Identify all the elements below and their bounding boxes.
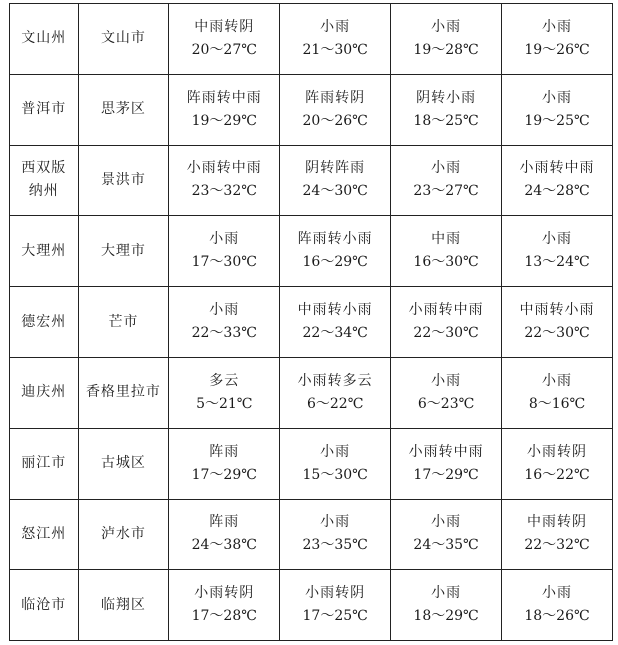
weather-text: 小雨转中雨 xyxy=(408,443,484,460)
weather-text: 中雨 xyxy=(431,231,462,248)
weather-text: 小雨转中雨 xyxy=(186,160,262,177)
temperature-range: 24～35℃ xyxy=(413,537,479,554)
forecast-cell xyxy=(391,216,502,287)
weather-text: 阵雨转中雨 xyxy=(186,89,262,106)
forecast-cell xyxy=(391,74,502,145)
temperature-range: 19～29℃ xyxy=(191,112,257,129)
forecast-cell xyxy=(502,287,613,358)
temperature-range: 22～34℃ xyxy=(302,325,368,342)
city-cell: 古城区 xyxy=(78,428,169,499)
temperature-range: 17～30℃ xyxy=(191,254,257,271)
forecast-cell xyxy=(502,74,613,145)
temperature-range: 16～29℃ xyxy=(302,254,368,271)
temperature-range: 17～29℃ xyxy=(413,466,479,483)
table-row xyxy=(10,428,613,499)
temperature-range: 22～33℃ xyxy=(191,325,257,342)
weather-text: 中雨转小雨 xyxy=(519,302,595,319)
region-cell: 文山州 xyxy=(10,4,79,75)
temperature-range: 8～16℃ xyxy=(528,395,586,412)
temperature-range: 16～30℃ xyxy=(413,254,479,271)
temperature-range: 18～29℃ xyxy=(413,608,479,625)
weather-text: 小雨 xyxy=(542,18,573,35)
weather-text: 阴转小雨 xyxy=(416,89,477,106)
forecast-cell xyxy=(502,4,613,75)
city-cell: 临翔区 xyxy=(78,570,169,641)
weather-text: 小雨 xyxy=(431,585,462,602)
temperature-range: 24～30℃ xyxy=(302,183,368,200)
temperature-range: 18～25℃ xyxy=(413,112,479,129)
forecast-cell xyxy=(169,74,280,145)
temperature-range: 17～25℃ xyxy=(302,608,368,625)
table-row xyxy=(10,216,613,287)
weather-text: 阵雨 xyxy=(209,514,240,531)
temperature-range: 18～26℃ xyxy=(524,608,590,625)
table-row xyxy=(10,570,613,641)
region-cell: 德宏州 xyxy=(10,287,79,358)
weather-text: 小雨 xyxy=(542,372,573,389)
weather-text: 小雨 xyxy=(431,160,462,177)
forecast-cell xyxy=(391,4,502,75)
table-row xyxy=(10,287,613,358)
forecast-cell xyxy=(169,428,280,499)
weather-text: 小雨转多云 xyxy=(297,372,373,389)
weather-text: 阵雨转小雨 xyxy=(297,231,373,248)
forecast-cell xyxy=(502,570,613,641)
region-cell: 西双版纳州 xyxy=(10,145,79,216)
weather-text: 小雨转中雨 xyxy=(519,160,595,177)
temperature-range: 20～27℃ xyxy=(191,41,257,58)
forecast-table-body xyxy=(10,4,613,641)
forecast-cell xyxy=(391,357,502,428)
temperature-range: 21～30℃ xyxy=(302,41,368,58)
region-cell: 怒江州 xyxy=(10,499,79,570)
forecast-cell xyxy=(169,357,280,428)
city-cell: 思茅区 xyxy=(78,74,169,145)
forecast-cell xyxy=(502,145,613,216)
weather-text: 小雨转阴 xyxy=(305,585,366,602)
forecast-cell xyxy=(169,216,280,287)
weather-text: 小雨 xyxy=(320,18,351,35)
weather-text: 小雨 xyxy=(320,514,351,531)
temperature-range: 23～27℃ xyxy=(413,183,479,200)
temperature-range: 22～32℃ xyxy=(524,537,590,554)
temperature-range: 24～38℃ xyxy=(191,537,257,554)
weather-text: 小雨转阴 xyxy=(194,585,255,602)
weather-text: 小雨转阴 xyxy=(527,443,588,460)
forecast-cell xyxy=(169,499,280,570)
city-cell: 大理市 xyxy=(78,216,169,287)
forecast-cell xyxy=(169,4,280,75)
weather-text: 中雨转小雨 xyxy=(297,302,373,319)
weather-text: 小雨 xyxy=(209,231,240,248)
weather-text: 小雨 xyxy=(431,514,462,531)
table-row xyxy=(10,74,613,145)
temperature-range: 23～35℃ xyxy=(302,537,368,554)
temperature-range: 6～23℃ xyxy=(417,395,475,412)
weather-text: 多云 xyxy=(209,372,240,389)
weather-text: 小雨转中雨 xyxy=(408,302,484,319)
temperature-range: 24～28℃ xyxy=(524,183,590,200)
forecast-cell xyxy=(280,74,391,145)
weather-text: 阴转阵雨 xyxy=(305,160,366,177)
table-row xyxy=(10,499,613,570)
forecast-cell xyxy=(391,287,502,358)
region-cell: 迪庆州 xyxy=(10,357,79,428)
weather-text: 小雨 xyxy=(542,231,573,248)
weather-text: 阵雨转阴 xyxy=(305,89,366,106)
forecast-cell xyxy=(280,145,391,216)
forecast-table xyxy=(9,3,613,641)
weather-text: 中雨转阴 xyxy=(527,514,588,531)
forecast-cell xyxy=(502,357,613,428)
forecast-cell xyxy=(280,570,391,641)
temperature-range: 16～22℃ xyxy=(524,466,590,483)
temperature-range: 13～24℃ xyxy=(524,254,590,271)
forecast-cell xyxy=(502,428,613,499)
temperature-range: 19～28℃ xyxy=(413,41,479,58)
city-cell: 景洪市 xyxy=(78,145,169,216)
weather-text: 小雨 xyxy=(542,585,573,602)
table-row xyxy=(10,145,613,216)
forecast-cell xyxy=(391,145,502,216)
city-cell: 泸水市 xyxy=(78,499,169,570)
forecast-cell xyxy=(169,287,280,358)
region-cell: 丽江市 xyxy=(10,428,79,499)
weather-text: 小雨 xyxy=(320,443,351,460)
weather-text: 小雨 xyxy=(431,372,462,389)
weather-text: 小雨 xyxy=(431,18,462,35)
temperature-range: 17～29℃ xyxy=(191,466,257,483)
temperature-range: 17～28℃ xyxy=(191,608,257,625)
forecast-cell xyxy=(280,357,391,428)
temperature-range: 22～30℃ xyxy=(524,325,590,342)
forecast-cell xyxy=(502,499,613,570)
forecast-cell xyxy=(280,4,391,75)
forecast-cell xyxy=(280,499,391,570)
temperature-range: 22～30℃ xyxy=(413,325,479,342)
forecast-cell xyxy=(169,570,280,641)
forecast-cell xyxy=(280,428,391,499)
temperature-range: 19～26℃ xyxy=(524,41,590,58)
temperature-range: 23～32℃ xyxy=(191,183,257,200)
region-cell: 普洱市 xyxy=(10,74,79,145)
city-cell: 香格里拉市 xyxy=(78,357,169,428)
temperature-range: 20～26℃ xyxy=(302,112,368,129)
temperature-range: 19～25℃ xyxy=(524,112,590,129)
forecast-cell xyxy=(280,216,391,287)
weather-text: 小雨 xyxy=(542,89,573,106)
temperature-range: 6～22℃ xyxy=(306,395,364,412)
forecast-cell xyxy=(280,287,391,358)
forecast-cell xyxy=(502,216,613,287)
region-cell: 大理州 xyxy=(10,216,79,287)
temperature-range: 5～21℃ xyxy=(196,395,253,412)
temperature-range: 15～30℃ xyxy=(302,466,368,483)
city-cell: 文山市 xyxy=(78,4,169,75)
weather-text: 阵雨 xyxy=(209,443,240,460)
forecast-cell xyxy=(169,145,280,216)
forecast-cell xyxy=(391,499,502,570)
forecast-cell xyxy=(391,428,502,499)
table-row xyxy=(10,357,613,428)
region-cell: 临沧市 xyxy=(10,570,79,641)
city-cell: 芒市 xyxy=(78,287,169,358)
weather-text: 小雨 xyxy=(209,302,240,319)
weather-text: 中雨转阴 xyxy=(194,18,255,35)
forecast-cell xyxy=(391,570,502,641)
table-row xyxy=(10,4,613,75)
